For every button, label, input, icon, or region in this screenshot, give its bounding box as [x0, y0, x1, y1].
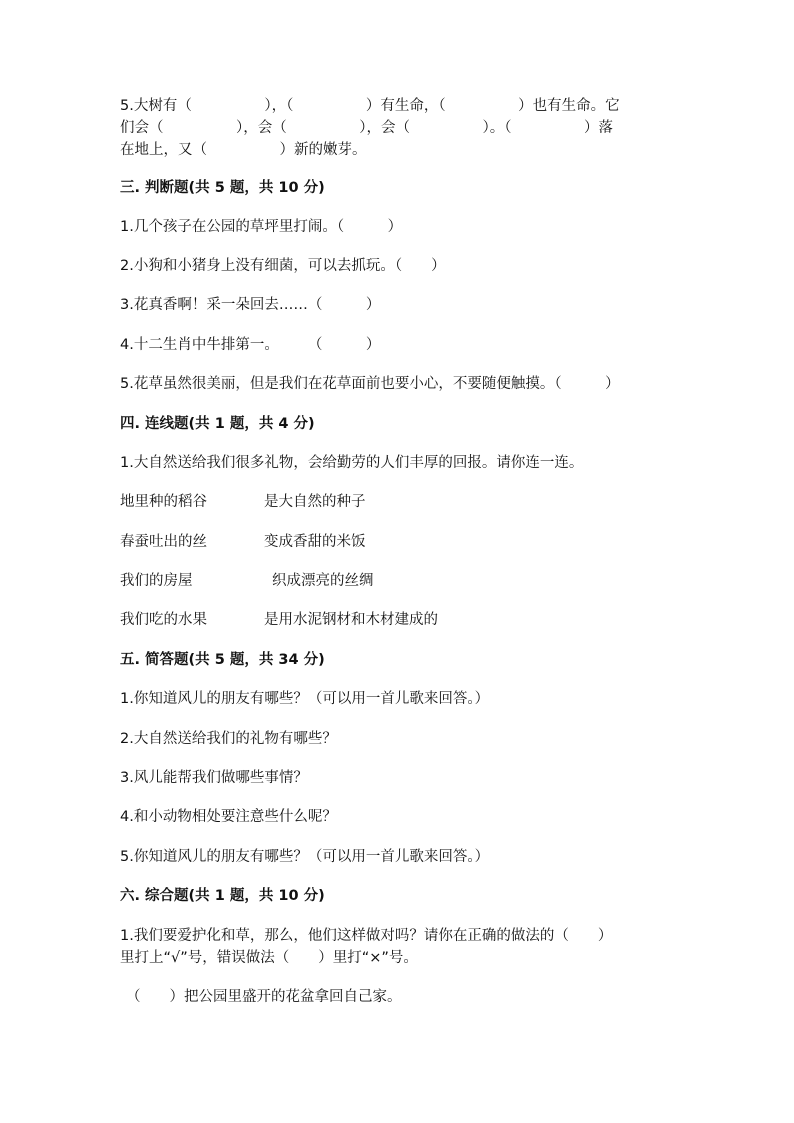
matching-left-4: 我们吃的水果 [120, 612, 207, 628]
short-answer-item-3: 3.风儿能帮我们做哪些事情？ [120, 770, 308, 786]
matching-right-1: 是大自然的种子 [264, 494, 366, 510]
fill-blank-q5-line2: 们会（ ），会（ ），会（ ）。（ ）落 [120, 120, 613, 136]
section-heading-short-answer: 五. 简答题(共 5 题，共 34 分) [120, 652, 325, 668]
fill-blank-q5-line1: 5.大树有（ ），（ ）有生命，（ ）也有生命。它 [120, 98, 620, 114]
matching-pair-2 [120, 532, 680, 552]
matching-question: 1.大自然送给我们很多礼物，会给勤劳的人们丰厚的回报。请你连一连。 [120, 455, 584, 471]
judgment-item-5: 5.花草虽然很美丽，但是我们在花草面前也要小心，不要随便触摸。（ ） [120, 376, 620, 392]
short-answer-item-2: 2.大自然送给我们的礼物有哪些？ [120, 731, 337, 747]
short-answer-item-5: 5.你知道风儿的朋友有哪些？（可以用一首儿歌来回答。） [120, 849, 490, 865]
section-heading-judgment: 三. 判断题(共 5 题，共 10 分) [120, 180, 325, 196]
matching-right-4: 是用水泥钢材和木材建成的 [264, 612, 438, 628]
matching-left-1: 地里种的稻谷 [120, 494, 207, 510]
comprehensive-question-line1: 1.我们要爱护化和草，那么，他们这样做对吗？请你在正确的做法的（ ） [120, 928, 613, 944]
section-heading-comprehensive: 六. 综合题(共 1 题，共 10 分) [120, 888, 325, 904]
comprehensive-item-1: （ ）把公园里盛开的花盆拿回自己家。 [126, 989, 402, 1005]
matching-pair-3 [120, 571, 680, 591]
judgment-item-3: 3.花真香啊！采一朵回去……（ ） [120, 297, 381, 313]
judgment-item-2: 2.小狗和小猪身上没有细菌，可以去抓玩。（ ） [120, 258, 446, 274]
matching-left-2: 春蚕吐出的丝 [120, 534, 207, 550]
matching-left-3: 我们的房屋 [120, 573, 193, 589]
judgment-item-1: 1.几个孩子在公园的草坪里打闹。（ ） [120, 219, 403, 235]
section-heading-matching: 四. 连线题(共 1 题，共 4 分) [120, 416, 315, 432]
judgment-item-4: 4.十二生肖中牛排第一。 （ ） [120, 337, 381, 353]
fill-blank-q5-line3: 在地上，又（ ）新的嫩芽。 [120, 142, 367, 158]
matching-pair-1 [120, 492, 680, 512]
short-answer-item-4: 4.和小动物相处要注意些什么呢？ [120, 809, 337, 825]
matching-right-2: 变成香甜的米饭 [264, 534, 366, 550]
short-answer-item-1: 1.你知道风儿的朋友有哪些？（可以用一首儿歌来回答。） [120, 691, 490, 707]
matching-right-3: 织成漂亮的丝绸 [272, 573, 374, 589]
comprehensive-question-line2: 里打上“√”号，错误做法（ ）里打“×”号。 [120, 950, 418, 966]
matching-pair-4 [120, 610, 680, 630]
